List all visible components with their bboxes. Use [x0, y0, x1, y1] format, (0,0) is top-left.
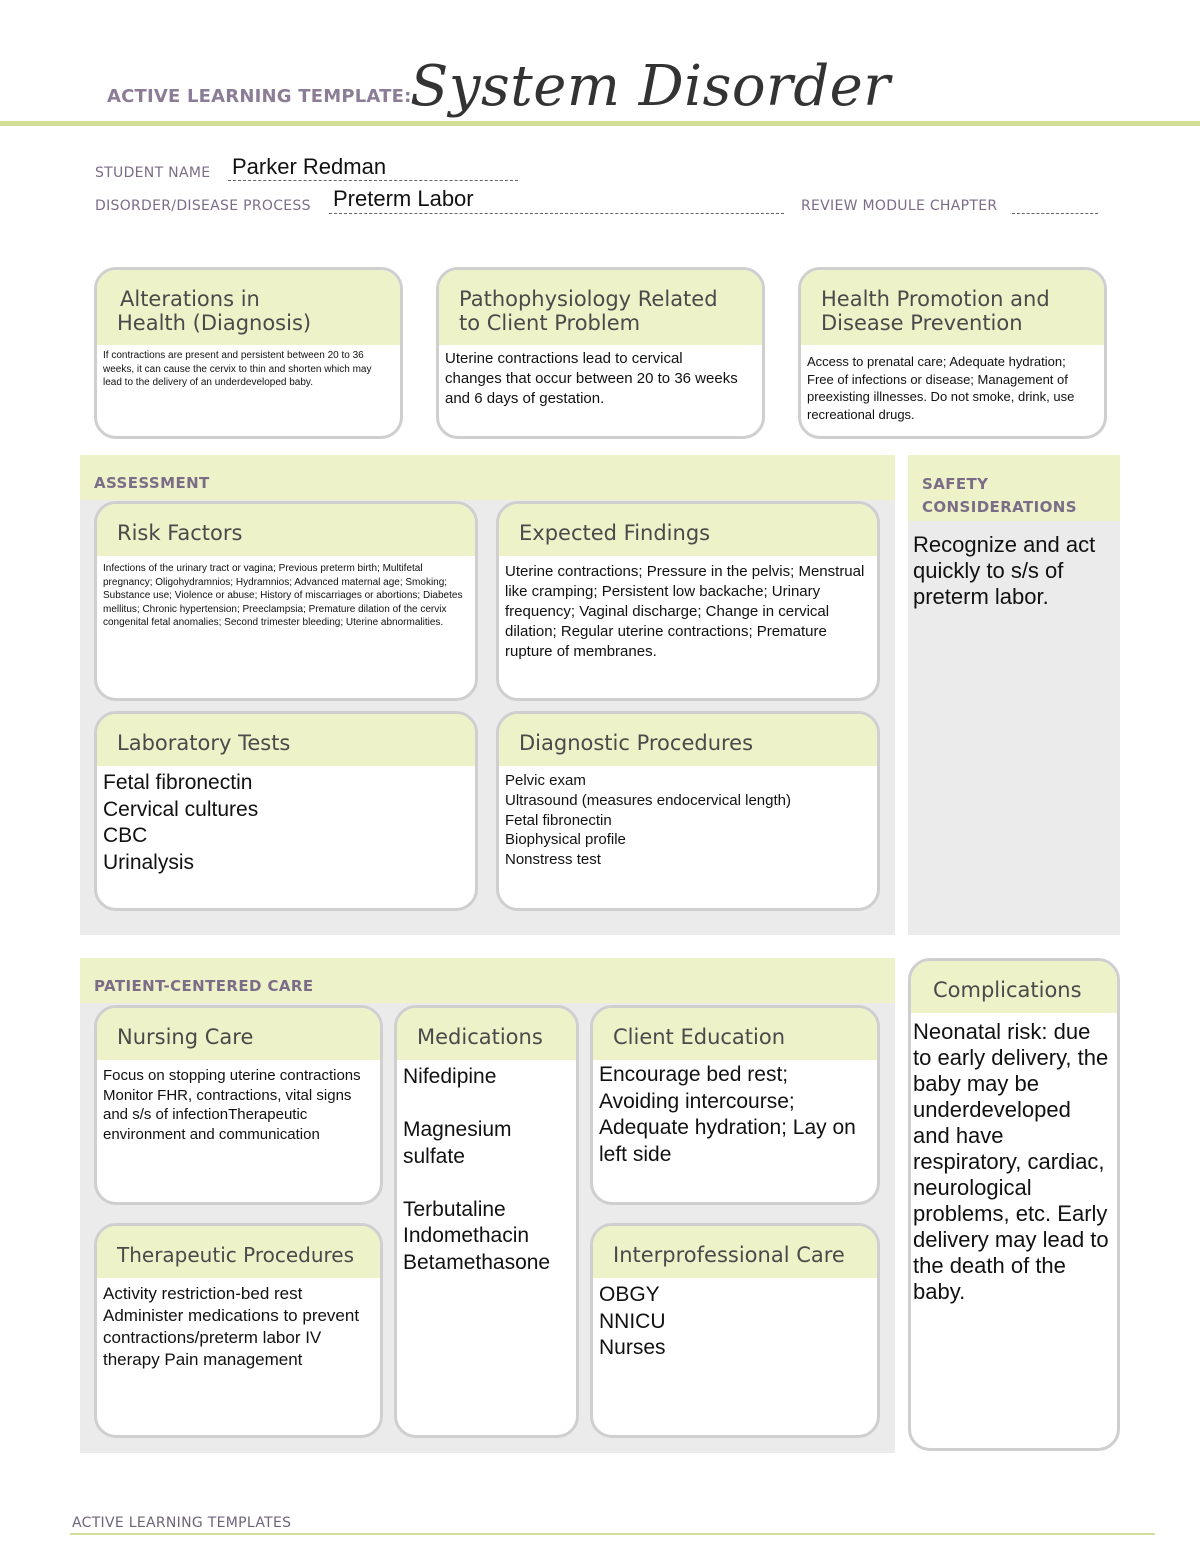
risk-factors-title: Risk Factors: [97, 504, 475, 556]
safety-text: Recognize and act quickly to s/s of preterm labor.: [913, 532, 1096, 609]
list-item: Betamethasone: [403, 1250, 551, 1274]
health-promotion-text: Access to prenatal care; Adequate hydration; Free of infections or disease; Management of preexisting illnesses. Do not smoke, drink, use recreational drugs.: [807, 354, 1075, 422]
complications-text: Neonatal risk: due to early delivery, the baby may be underdeveloped and have respiratory, cardiac, neurological problems, etc. Early delivery may lead to the death of the baby.: [913, 1019, 1109, 1304]
alterations-in-health-box: [94, 267, 403, 439]
list-item: Pelvic exam: [505, 772, 586, 789]
pathophysiology-box: [436, 267, 765, 439]
list-item: Magnesium: [403, 1118, 512, 1141]
safety-panel: [908, 455, 1120, 935]
list-item: Indomethacin: [403, 1224, 530, 1247]
alterations-title-line-1: Alterations in: [120, 287, 260, 311]
list-item: Terbutaline: [403, 1197, 506, 1221]
pathophysiology-title: [439, 270, 762, 345]
template-label: ACTIVE LEARNING TEMPLATE:: [107, 86, 412, 107]
list-item: OBGY: [599, 1283, 660, 1306]
medications-list: [397, 1060, 576, 1276]
list-item: Cervical cultures: [103, 797, 259, 821]
interprofessional-care-box: [590, 1223, 880, 1438]
safety-label: [922, 473, 1077, 519]
disorder-label: DISORDER/DISEASE PROCESS: [95, 198, 311, 214]
list-item: sulfate: [403, 1144, 465, 1168]
pathophysiology-title-line-2: to Client Problem: [459, 311, 641, 335]
complications-box: [908, 958, 1120, 1451]
review-module-label: REVIEW MODULE CHAPTER: [801, 198, 998, 214]
health-promotion-title: [801, 270, 1104, 345]
client-education-text: Encourage bed rest; Avoiding intercourse; Adequate hydration; Lay on left side: [599, 1063, 856, 1166]
expected-findings-text: Uterine contractions; Pressure in the pelvis; Menstrual like cramping; Persistent low backache; Urinary frequency; Vaginal discharge; Change in cervical dilation; Regular uterine contractions; Premature rupture of membranes.: [505, 563, 865, 660]
list-item: Fetal fibronectin: [505, 811, 612, 829]
patient-centered-care-label: PATIENT-CENTERED CARE: [94, 977, 314, 995]
medications-box: [394, 1005, 579, 1438]
student-name-value: Parker Redman: [232, 154, 387, 179]
risk-factors-text: Infections of the urinary tract or vagina; Previous preterm birth; Multifetal pregnancy; Oligohydramnios; Hydramnios; Advanced maternal age; Smoking; Substance use; Violence or abuse; History of miscarriages or abortions; Diabetes mellitus; Chronic hypertension; Preeclampsia; Premature dilation of the cervix congenital fetal anomalies; Second trimester bleeding; Uterine abnormalities.: [103, 563, 463, 628]
therapeutic-procedures-title: Therapeutic Procedures: [97, 1226, 380, 1278]
nursing-care-title: Nursing Care: [97, 1008, 380, 1060]
list-item: NNICU: [599, 1309, 666, 1333]
laboratory-tests-list: [97, 766, 475, 876]
list-item: Nurses: [599, 1336, 666, 1359]
list-item: CBC: [103, 824, 148, 847]
medications-title: Medications: [397, 1008, 576, 1060]
health-promotion-title-line-1: Health Promotion and: [821, 287, 1050, 311]
list-item: Fetal fibronectin: [103, 771, 253, 794]
nursing-care-box: [94, 1005, 383, 1205]
nursing-care-text: Focus on stopping uterine contractions Monitor FHR, contractions, vital signs and s/s of infectionTherapeutic environment and communication: [103, 1067, 361, 1143]
client-education-box: [590, 1005, 880, 1205]
safety-label-line-2: CONSIDERATIONS: [922, 498, 1077, 516]
list-item: Biophysical profile: [505, 831, 626, 849]
page-title: System Disorder: [410, 54, 891, 119]
pathophysiology-title-line-1: Pathophysiology Related: [459, 287, 718, 311]
expected-findings-box: [496, 501, 880, 701]
diagnostic-procedures-list: [499, 766, 877, 870]
student-name-label: STUDENT NAME: [95, 165, 211, 181]
safety-label-line-1: SAFETY: [922, 475, 989, 493]
laboratory-tests-title: Laboratory Tests: [97, 714, 475, 766]
header-divider: [0, 121, 1200, 126]
complications-title: Complications: [911, 961, 1117, 1013]
pathophysiology-text: Uterine contractions lead to cervical changes that occur between 20 to 36 weeks and 6 days of gestation.: [445, 350, 738, 407]
footer-divider: [70, 1533, 1155, 1535]
therapeutic-procedures-text: Activity restriction-bed rest Administer medications to prevent contractions/preterm labor IV therapy Pain management: [103, 1284, 360, 1369]
diagnostic-procedures-title: Diagnostic Procedures: [499, 714, 877, 766]
assessment-label: ASSESSMENT: [94, 474, 210, 492]
expected-findings-title: Expected Findings: [499, 504, 877, 556]
health-promotion-title-line-2: Disease Prevention: [821, 311, 1023, 335]
list-item: [403, 1091, 570, 1118]
list-item: Nonstress test: [505, 851, 601, 869]
therapeutic-procedures-box: [94, 1223, 383, 1438]
health-promotion-box: [798, 267, 1107, 439]
alterations-in-health-text: If contractions are present and persistent between 20 to 36 weeks, it can cause the cervix to thin and shorten which may lead to the delivery of an underdeveloped baby.: [103, 350, 372, 388]
list-item: [403, 1170, 570, 1197]
client-education-title: Client Education: [593, 1008, 877, 1060]
diagnostic-procedures-box: [496, 711, 880, 911]
list-item: Nifedipine: [403, 1065, 497, 1088]
alterations-title-line-2: Health (Diagnosis): [117, 311, 312, 335]
interprofessional-care-list: [593, 1278, 877, 1362]
interprofessional-care-title: Interprofessional Care: [593, 1226, 877, 1278]
list-item: Urinalysis: [103, 850, 195, 874]
footer-label: ACTIVE LEARNING TEMPLATES: [72, 1515, 292, 1531]
disorder-value: Preterm Labor: [333, 186, 474, 211]
risk-factors-box: [94, 501, 478, 701]
list-item: Ultrasound (measures endocervical length): [505, 791, 791, 809]
review-module-field[interactable]: [1012, 194, 1098, 214]
laboratory-tests-box: [94, 711, 478, 911]
alterations-in-health-title: [97, 270, 400, 345]
